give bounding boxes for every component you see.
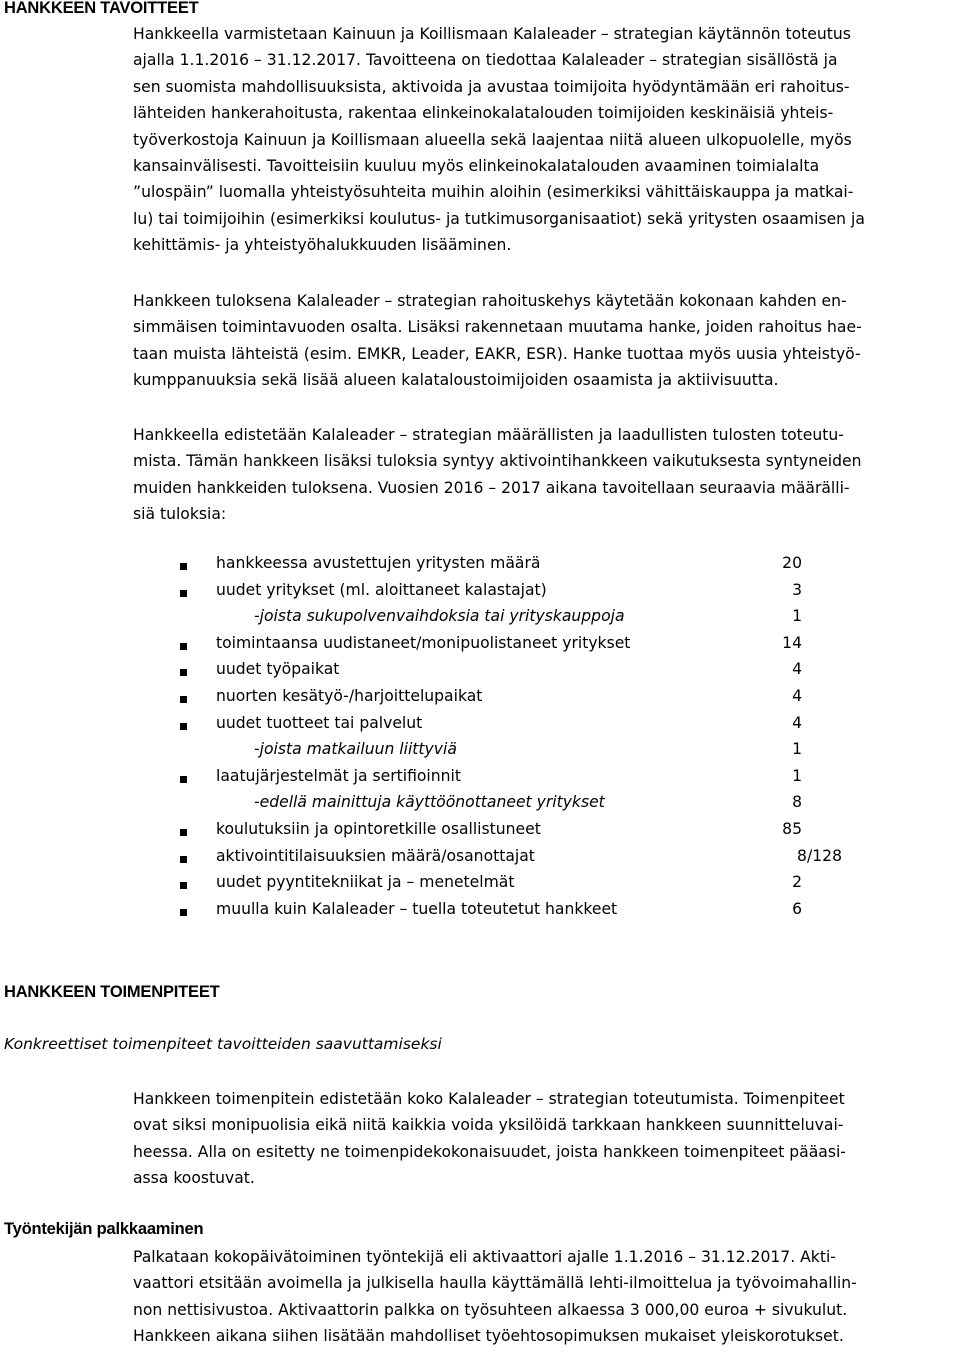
subheading-konkreettiset: Konkreettiset toimenpiteet tavoitteiden saavuttamiseksi xyxy=(4,1035,442,1053)
paragraph-toimenpitein xyxy=(133,1086,958,1192)
result-value: 4 xyxy=(792,713,802,732)
list-item xyxy=(0,687,960,714)
result-label: aktivointitilaisuuksien määrä/osanottajat xyxy=(216,846,535,865)
square-bullet-icon xyxy=(180,723,187,730)
list-item xyxy=(0,581,960,608)
result-sublabel: -joista matkailuun liittyviä xyxy=(254,740,457,759)
result-value: 14 xyxy=(782,633,802,652)
square-bullet-icon xyxy=(180,590,187,597)
list-item xyxy=(0,873,960,900)
square-bullet-icon xyxy=(180,909,187,916)
paragraph-line: Palkataan kokopäivätoiminen työntekijä eli aktivaattori ajalle 1.1.2016 – 31.12.2017. Akti- xyxy=(133,1248,836,1266)
result-value: 3 xyxy=(792,580,802,599)
result-label: laatujärjestelmät ja sertifioinnit xyxy=(216,766,461,785)
paragraph-line: ”ulospäin” luomalla yhteistyösuhteita muihin aloihin (esimerkiksi vähittäiskauppa ja matkai- xyxy=(133,183,854,202)
paragraph-line: mista. Tämän hankkeen lisäksi tuloksia syntyy aktivointihankkeen vaikutuksesta syntyneiden xyxy=(133,452,862,471)
paragraph-line: työverkostoja Kainuun ja Koillismaan alueella sekä laajentaa niitä alueen ulkopuolelle, myös xyxy=(133,130,852,149)
paragraph-line: muiden hankkeiden tuloksena. Vuosien 2016 – 2017 aikana tavoitellaan seuraavia määrälli- xyxy=(133,478,850,497)
result-label: koulutuksiin ja opintoretkille osallistuneet xyxy=(216,820,541,838)
result-label: muulla kuin Kalaleader – tuella toteutetut hankkeet xyxy=(216,899,618,918)
result-label: nuorten kesätyö-/harjoittelupaikat xyxy=(216,687,483,705)
list-item xyxy=(0,793,960,820)
result-value: 4 xyxy=(792,687,802,705)
result-value: 8/128 xyxy=(797,846,842,865)
paragraph-line: lähteiden hankerahoitusta, rakentaa elinkeinokalatalouden toimijoiden keskinäisiä yhteis- xyxy=(133,104,834,123)
result-value: 1 xyxy=(792,740,802,759)
result-value: 1 xyxy=(792,766,802,785)
paragraph-line: kansainvälisesti. Tavoitteisiin kuuluu myös elinkeinokalatalouden avaaminen toimialalta xyxy=(133,156,820,175)
paragraph-line: kehittämis- ja yhteistyöhalukkuuden lisääminen. xyxy=(133,236,512,255)
result-label: toimintaansa uudistaneet/monipuolistaneet yritykset xyxy=(216,633,631,652)
result-value: 2 xyxy=(792,873,802,892)
square-bullet-icon xyxy=(180,643,187,650)
result-value: 6 xyxy=(792,899,802,918)
section-heading-toimenpiteet: HANKKEEN TOIMENPITEET xyxy=(4,983,220,1001)
square-bullet-icon xyxy=(180,669,187,676)
list-item xyxy=(0,634,960,661)
result-value: 20 xyxy=(782,554,802,572)
list-item xyxy=(0,714,960,741)
square-bullet-icon xyxy=(180,829,187,836)
paragraph-line: non nettisivustoa. Aktivaattorin palkka on työsuhteen alkaessa 3 000,00 euroa + sivukulut. xyxy=(133,1300,848,1319)
list-item xyxy=(0,554,960,581)
result-label: uudet työpaikat xyxy=(216,660,340,679)
paragraph-line: Hankkeella varmistetaan Kainuun ja Koillismaan Kalaleader – strategian käytännön toteutus xyxy=(133,25,851,43)
paragraph-line: taan muista lähteistä (esim. EMKR, Leader, EAKR, ESR). Hanke tuottaa myös uusia yhteistyö- xyxy=(133,344,861,363)
paragraph-line: heessa. Alla on esitetty ne toimenpidekokonaisuudet, joista hankkeen toimenpiteet pääasi- xyxy=(133,1142,846,1161)
list-item xyxy=(0,900,960,927)
paragraph-palkataan xyxy=(133,1244,958,1350)
paragraph-line: vaattori etsitään avoimella ja julkisella haulla käyttämällä lehti-ilmoittelua ja työvoimahallin- xyxy=(133,1274,857,1293)
paragraph-line: assa koostuvat. xyxy=(133,1169,255,1188)
paragraph-line: simmäisen toimintavuoden osalta. Lisäksi rakennetaan muutama hanke, joiden rahoitus hae- xyxy=(133,318,862,337)
paragraph-edistetaan xyxy=(133,422,958,528)
result-value: 4 xyxy=(792,660,802,679)
result-label: uudet yritykset (ml. aloittaneet kalastajat) xyxy=(216,580,547,599)
section-heading-tyontekija: Työntekijän palkkaaminen xyxy=(4,1220,204,1238)
paragraph-line: Hankkeen toimenpitein edistetään koko Kalaleader – strategian toteutumista. Toimenpiteet xyxy=(133,1090,845,1108)
list-item xyxy=(0,847,960,874)
paragraph-line: lu) tai toimijoihin (esimerkiksi koulutus- ja tutkimusorganisaatiot) sekä yritysten osaamisen ja xyxy=(133,209,865,228)
result-sublabel: -joista sukupolvenvaihdoksia tai yrityskauppoja xyxy=(254,607,625,626)
section-heading-tavoitteet: HANKKEEN TAVOITTEET xyxy=(4,0,199,17)
result-value: 1 xyxy=(792,607,802,626)
list-item xyxy=(0,660,960,687)
list-item xyxy=(0,740,960,767)
paragraph-line: Hankkeen aikana siihen lisätään mahdolliset työehtosopimuksen mukaiset yleiskorotukset. xyxy=(133,1327,844,1346)
paragraph-line: kumppanuuksia sekä lisää alueen kalataloustoimijoiden osaamista ja aktiivisuutta. xyxy=(133,371,779,390)
result-label: hankkeessa avustettujen yritysten määrä xyxy=(216,554,541,572)
list-item xyxy=(0,820,960,847)
list-item xyxy=(0,607,960,634)
result-sublabel: -edellä mainittuja käyttöönottaneet yritykset xyxy=(254,793,605,812)
result-label: uudet tuotteet tai palvelut xyxy=(216,713,423,732)
paragraph-line: Hankkeella edistetään Kalaleader – strategian määrällisten ja laadullisten tulosten toteutu- xyxy=(133,426,844,444)
paragraph-line: ovat siksi monipuolisia eikä niitä kaikkia voida yksilöidä tarkkaan hankkeen suunnitteluvai- xyxy=(133,1116,844,1135)
result-value: 8 xyxy=(792,793,802,812)
square-bullet-icon xyxy=(180,776,187,783)
paragraph-line: ajalla 1.1.2016 – 31.12.2017. Tavoitteena on tiedottaa Kalaleader – strategian sisällöstä ja xyxy=(133,51,838,70)
result-label: uudet pyyntitekniikat ja – menetelmät xyxy=(216,873,515,892)
square-bullet-icon xyxy=(180,563,187,570)
list-item xyxy=(0,767,960,794)
paragraph-line: sen suomista mahdollisuuksista, aktivoida ja avustaa toimijoita hyödyntämään eri rahoitus- xyxy=(133,77,850,96)
square-bullet-icon xyxy=(180,696,187,703)
paragraph-tuloksena xyxy=(133,288,958,394)
paragraph-tavoitteet-intro xyxy=(133,21,958,259)
square-bullet-icon xyxy=(180,882,187,889)
paragraph-line: siä tuloksia: xyxy=(133,505,227,524)
result-value: 85 xyxy=(782,820,802,838)
square-bullet-icon xyxy=(180,856,187,863)
paragraph-line: Hankkeen tuloksena Kalaleader – strategian rahoituskehys käytetään kokonaan kahden en- xyxy=(133,292,847,310)
